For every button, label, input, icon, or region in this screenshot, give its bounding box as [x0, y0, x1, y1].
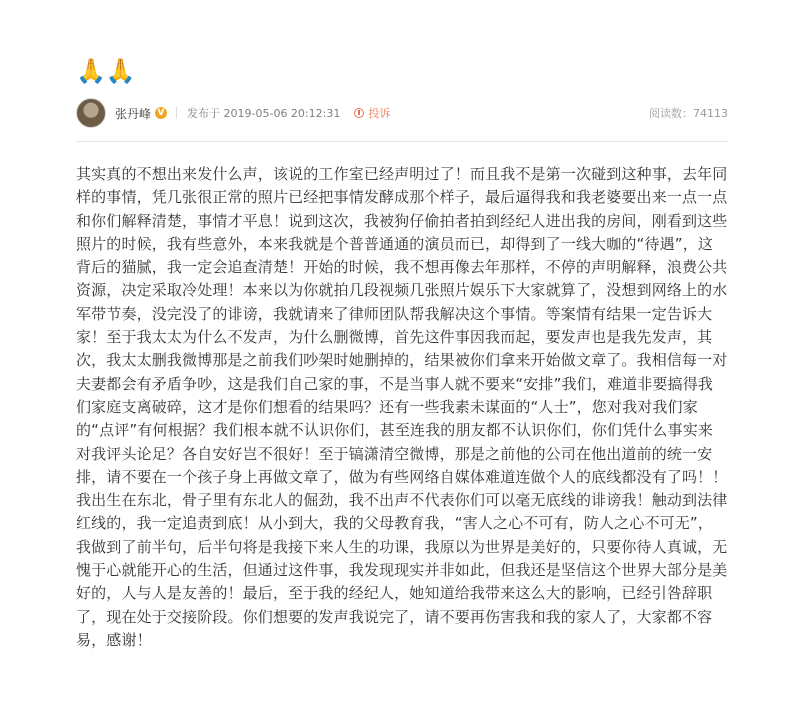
verified-badge-icon: V	[155, 107, 167, 119]
post-body: 其实真的不想出来发什么声，该说的工作室已经声明过了！而且我不是第一次碰到这种事，去年同样的事情，凭几张很正常的照片已经把事情发酵成那个样子，最后逼得我和我老婆要出来一点一点和你们解释清楚，事情才平息！说到这次，我被狗仔偷拍者拍到经纪人进出我的房间，刚看到这些照片的时候，我有些意外，本来我就是个普普通通的演员而已，却得到了一线大咖的“待遇”，这背后的猫腻，我一定会追查清楚！开始的时候，我不想再像去年那样，不停的声明解释，浪费公共资源，决定采取冷处理！本来以为你就拍几段视频几张照片娱乐下大家就算了，没想到网络上的水军带节奏，没完没了的诽谤，我就请来了律师团队帮我解决这个事情。等案情有结果一定告诉大家！至于我太太为什么不发声，为什么删微博，首先这件事因我而起，要发声也是我先发声，其次，我太太删我微博那是之前我们吵架时她删掉的，结果被你们拿来开始做文章了。我相信每一对夫妻都会有矛盾争吵，这是我们自己家的事，不是当事人就不要来“安排”我们，难道非要搞得我们家庭支离破碎，这才是你们想看的结果吗？还有一些我素未谋面的“人士”，您对我对我们家的“点评”有何根据？我们根本就不认识你们，甚至连我的朋友都不认识你们，你们凭什么事实来对我评头论足？各自安好岂不很好！至于镐潇清空微博，那是之前他的公司在他出道前的统一安排，请不要在一个孩子身上再做文章了，做为有些网络自媒体难道连做个人的底线都没有了吗！！我出生在东北，骨子里有东北人的倔劲，我不出声不代表你们可以毫无底线的诽谤我！触动到法律红线的，我一定追责到底！从小到大，我的父母教育我，“害人之心不可有，防人之心不可无”，我做到了前半句，后半句将是我接下来人生的功课，我原以为世界是美好的，只要你待人真诚，无愧于心就能开心的生活，但通过这件事，我发现现实并非如此，但我还是坚信这个世界大部分是美好的，人与人是友善的！最后，至于我的经纪人，她知道给我带来这么大的影响，已经引咎辞职了，现在处于交接阶段。你们想要的发声我说完了，请不要再伤害我和我的家人了，大家都不容易，感谢！	[76, 165, 728, 649]
meta-divider	[176, 107, 177, 119]
report-icon	[354, 108, 364, 118]
header-divider	[76, 141, 728, 142]
praying-hands-emoji: 🙏🙏	[76, 57, 136, 85]
report-label: 投诉	[368, 107, 391, 120]
post-meta-bar	[76, 96, 728, 130]
publish-time: 发布于 2019-05-06 20:12:31	[187, 107, 341, 120]
read-count: 阅读数：74113	[649, 107, 728, 120]
report-button[interactable]	[354, 105, 390, 121]
author-name[interactable]: 张丹峰	[115, 106, 152, 121]
avatar[interactable]	[76, 98, 106, 128]
